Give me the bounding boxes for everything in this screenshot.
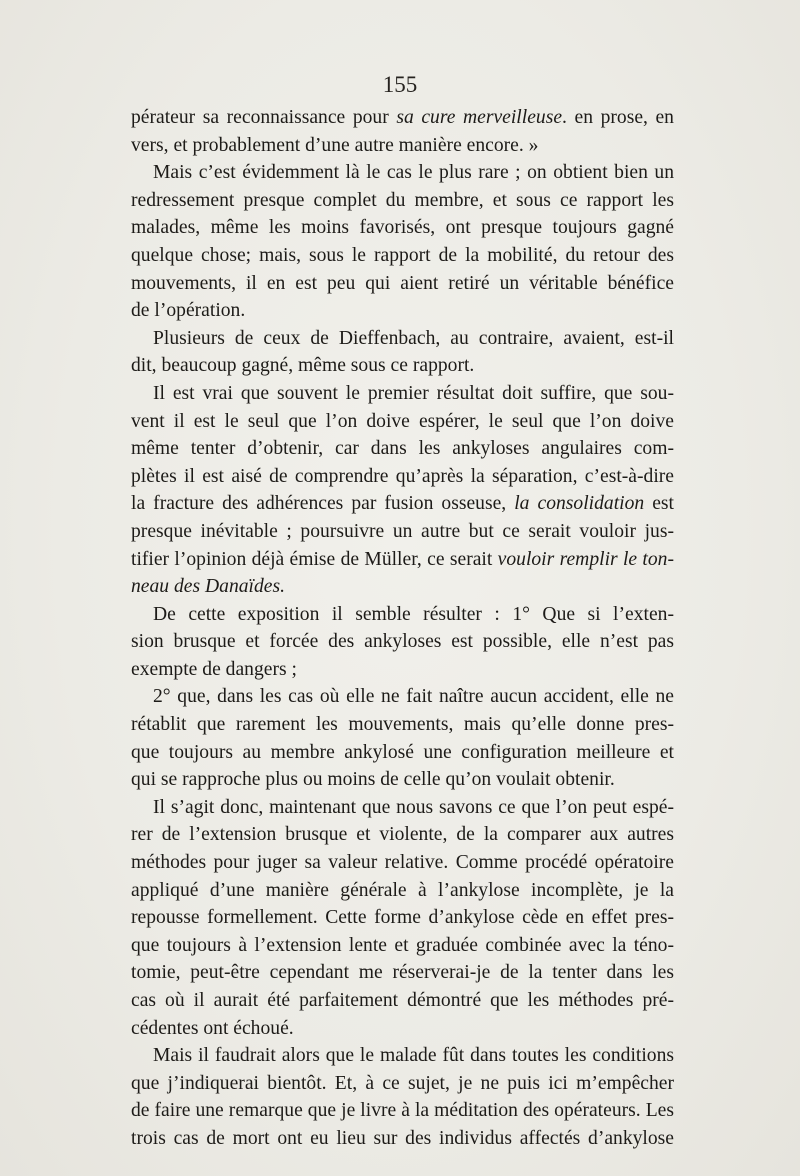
text-segment: que toujours au membre ankylosé une configuration meilleure et bbox=[131, 741, 674, 763]
text-segment: dit, beaucoup gagné, même sous ce rapport. bbox=[131, 355, 475, 377]
text-segment: quelque chose; mais, sous le rapport de la mobilité, du retour des bbox=[131, 244, 674, 266]
text-line bbox=[131, 463, 674, 491]
text-segment: rétablit que rarement les mouvements, mais qu’elle donne pres- bbox=[131, 714, 674, 736]
text-line bbox=[131, 104, 674, 132]
text-line bbox=[131, 325, 674, 353]
text-line bbox=[131, 242, 674, 270]
text-line bbox=[131, 490, 674, 518]
text-segment: Il s’agit donc, maintenant que nous savons ce que l’on peut espé- bbox=[153, 796, 674, 818]
text-line bbox=[131, 683, 674, 711]
text-line bbox=[131, 380, 674, 408]
text-segment: exempte de dangers ; bbox=[131, 658, 297, 680]
body-text bbox=[131, 104, 674, 1153]
text-line bbox=[131, 187, 674, 215]
text-line bbox=[131, 159, 674, 187]
text-line bbox=[131, 297, 674, 325]
italic-text-segment: vouloir remplir le ton- bbox=[497, 548, 674, 570]
text-line bbox=[131, 1070, 674, 1098]
text-line bbox=[131, 408, 674, 436]
text-segment: Mais c’est évidemment là le cas le plus rare ; on obtient bien un bbox=[153, 162, 674, 184]
text-line bbox=[131, 352, 674, 380]
text-line bbox=[131, 1097, 674, 1125]
text-segment: mouvements, il en est peu qui aient retiré un véritable bénéfice bbox=[131, 272, 674, 294]
text-segment: la fracture des adhérences par fusion osseuse, bbox=[131, 493, 515, 515]
text-line bbox=[131, 821, 674, 849]
text-segment: redressement presque complet du membre, et sous ce rapport les bbox=[131, 189, 674, 211]
text-segment: presque inévitable ; poursuivre un autre but ce serait vouloir jus- bbox=[131, 520, 674, 542]
text-line bbox=[131, 849, 674, 877]
text-line bbox=[131, 435, 674, 463]
text-line bbox=[131, 601, 674, 629]
text-segment: cas où il aurait été parfaitement démontré que les méthodes pré- bbox=[131, 990, 674, 1011]
text-line bbox=[131, 794, 674, 822]
text-segment: repousse formellement. Cette forme d’ankylose cède en effet pres- bbox=[131, 907, 674, 929]
text-segment: que j’indiquerai bientôt. Et, à ce sujet, je ne puis ici m’empêcher bbox=[131, 1072, 674, 1094]
text-segment: rer de l’extension brusque et violente, de la comparer aux autres bbox=[131, 824, 674, 846]
text-line bbox=[131, 1125, 674, 1153]
page-number: 155 bbox=[382, 72, 418, 97]
text-segment: trois cas de mort ont eu lieu sur des individus affectés d’ankylose bbox=[131, 1127, 674, 1149]
text-segment: malades, même les moins favorisés, ont presque toujours gagné bbox=[131, 217, 674, 239]
text-line bbox=[131, 270, 674, 298]
text-segment: . en prose, en bbox=[562, 107, 674, 128]
text-line bbox=[131, 877, 674, 905]
text-segment: cédentes ont échoué. bbox=[131, 1017, 294, 1039]
text-line bbox=[131, 766, 674, 794]
italic-text-segment: la consolidation bbox=[514, 493, 645, 515]
text-segment: tomie, peut-être cependant me réserverai-je de la tenter dans les bbox=[131, 962, 674, 984]
text-segment: même tenter d’obtenir, car dans les ankyloses angulaires com- bbox=[131, 438, 674, 460]
text-line bbox=[131, 959, 674, 987]
text-segment: est bbox=[644, 493, 674, 515]
text-line bbox=[131, 1015, 674, 1043]
text-segment: vent il est le seul que l’on doive espérer, le seul que l’on doive bbox=[131, 410, 674, 432]
text-segment: vers, et probablement d’une autre manière encore. » bbox=[131, 134, 539, 156]
text-line bbox=[131, 214, 674, 242]
text-line bbox=[131, 711, 674, 739]
text-segment: qui se rapproche plus ou moins de celle qu’on voulait obtenir. bbox=[131, 769, 615, 791]
text-segment: méthodes pour juger sa valeur relative. Comme procédé opératoire bbox=[131, 852, 674, 874]
italic-text-segment: neau des Danaïdes. bbox=[131, 576, 286, 598]
text-segment: appliqué d’une manière générale à l’ankylose incomplète, je la bbox=[131, 879, 674, 901]
text-line bbox=[131, 739, 674, 767]
text-line bbox=[131, 518, 674, 546]
text-segment: tifier l’opinion déjà émise de Müller, ce serait bbox=[131, 548, 498, 570]
text-line bbox=[131, 656, 674, 684]
text-line bbox=[131, 904, 674, 932]
text-segment: de faire une remarque que je livre à la méditation des opérateurs. Les bbox=[131, 1100, 674, 1122]
text-segment: Plusieurs de ceux de Dieffenbach, au contraire, avaient, est-il bbox=[153, 327, 674, 349]
text-line bbox=[131, 546, 674, 574]
text-line bbox=[131, 132, 674, 160]
text-segment: pérateur sa reconnaissance pour bbox=[131, 107, 397, 128]
text-segment: sion brusque et forcée des ankyloses est possible, elle n’est pas bbox=[131, 631, 674, 653]
text-line bbox=[131, 628, 674, 656]
text-line bbox=[131, 1042, 674, 1070]
italic-text-segment: sa cure merveilleuse bbox=[396, 107, 563, 128]
text-segment: de l’opération. bbox=[131, 300, 246, 322]
text-segment: Il est vrai que souvent le premier résultat doit suffire, que sou- bbox=[153, 382, 674, 404]
text-segment: Mais il faudrait alors que le malade fût dans toutes les conditions bbox=[153, 1045, 674, 1067]
text-segment: 2° que, dans les cas où elle ne fait naître aucun accident, elle ne bbox=[153, 686, 674, 708]
text-line bbox=[131, 573, 674, 601]
text-segment: De cette exposition il semble résulter : 1° Que si l’exten- bbox=[153, 603, 674, 625]
text-line bbox=[131, 987, 674, 1015]
text-segment: plètes il est aisé de comprendre qu’après la séparation, c’est-à-dire bbox=[131, 465, 674, 487]
text-line bbox=[131, 932, 674, 960]
text-segment: que toujours à l’extension lente et graduée combinée avec la téno- bbox=[131, 934, 674, 956]
